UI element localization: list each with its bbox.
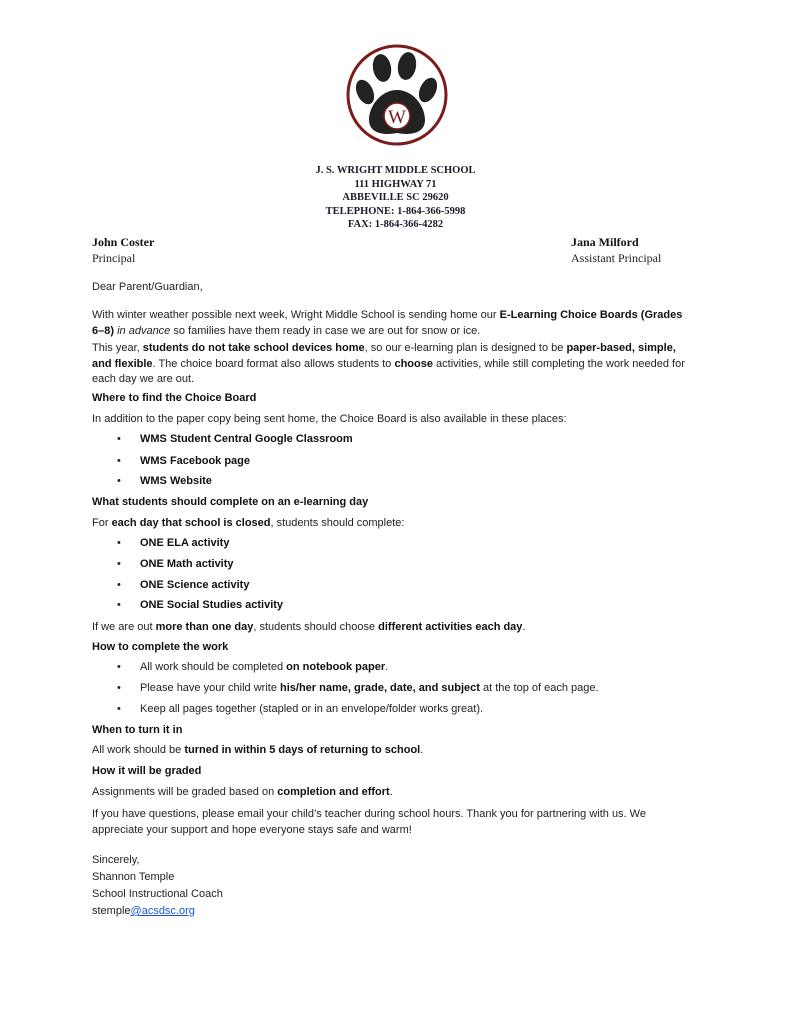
turn-in-paragraph [92, 743, 697, 759]
bold-text: more than one day [155, 621, 254, 633]
bold-text: his/her name, grade, date, and subject [280, 682, 480, 694]
principal-title: Principal [92, 251, 136, 265]
text-run: This year, [92, 342, 143, 354]
bold-text: different activities each day [378, 621, 523, 633]
text-run: . The choice board format also allows students to [152, 357, 395, 370]
principal-name: John Coster [92, 235, 155, 249]
text-run: . [522, 621, 526, 633]
availability-paragraph [92, 412, 697, 428]
text-run: , students should complete: [270, 517, 405, 529]
closing: Sincerely, [92, 854, 140, 866]
assistant-principal-name: Jana Milford [571, 235, 639, 249]
bullet-icon: • [117, 703, 121, 715]
assistant-principal-block [571, 234, 661, 266]
bold-text: E-Learning Choice Boards (Grades 6–8) [92, 309, 683, 337]
bullet-icon: • [117, 433, 121, 445]
text-run: , students should choose [253, 621, 379, 633]
logo-letter: W [388, 107, 406, 128]
email-user: stemple [92, 905, 131, 917]
text-run: Assignments will be graded based on [92, 786, 278, 798]
text-run: Keep all pages together (stapled or in an envelope/folder works great). [140, 703, 484, 715]
text-run: In addition to the paper copy being sent home, the Choice Board is also available in these places: [92, 413, 567, 425]
list-item [117, 703, 483, 715]
signature-block [92, 852, 697, 920]
school-address-block [0, 164, 791, 232]
text-run: All work should be [92, 744, 185, 756]
list-item [117, 433, 353, 445]
heading-when-to-turn-in: When to turn it in [92, 724, 183, 736]
multiple-days-paragraph [92, 620, 697, 636]
bullet-icon: • [117, 579, 121, 591]
bullet-icon: • [117, 475, 121, 487]
bold-text: turned in within 5 days of returning to school [184, 744, 421, 756]
text-run: at the top of each page. [479, 682, 599, 694]
bold-text: each day that school is closed [111, 517, 271, 529]
bold-text: completion and effort [277, 786, 390, 798]
text-run: so families have them ready in case we are out for snow or ice. [170, 324, 481, 337]
devices-paragraph [92, 341, 697, 388]
list-item [117, 455, 250, 467]
bold-text: WMS Student Central Google Classroom [140, 433, 353, 445]
signer-title: School Instructional Coach [92, 888, 223, 900]
city-state-zip: ABBEVILLE SC 29620 [342, 192, 449, 204]
list-item [117, 475, 212, 487]
heading-grading: How it will be graded [92, 765, 202, 777]
text-run: activities, while still completing the work needed for each day we are out. [92, 357, 685, 385]
closing-paragraph [92, 807, 697, 838]
bullet-icon: • [117, 682, 121, 694]
fax: FAX: 1-864-366-4282 [347, 219, 444, 231]
list-item [117, 537, 229, 549]
list-item [117, 579, 249, 591]
school-paw-logo [345, 44, 449, 148]
assistant-principal-title: Assistant Principal [571, 251, 662, 265]
bold-text: ONE ELA activity [140, 537, 230, 549]
intro-paragraph [92, 308, 697, 339]
list-item [117, 682, 599, 694]
italic-text: in advance [117, 324, 171, 337]
text-run: With winter weather possible next week, Wright Middle School is sending home our [92, 309, 500, 321]
text-run: Please have your child write [140, 682, 281, 694]
bold-text: WMS Website [140, 475, 212, 487]
email-link[interactable]: @acsdsc.org [130, 905, 195, 917]
signer-email [92, 903, 697, 920]
principal-block [92, 234, 154, 266]
bold-text: paper-based, simple, and flexible [92, 342, 676, 370]
bullet-icon: • [117, 661, 121, 673]
heading-what-to-complete: What students should complete on an e-learning day [92, 496, 369, 508]
bold-text: ONE Math activity [140, 558, 234, 570]
text-run: . [420, 744, 424, 756]
bullet-icon: • [117, 537, 121, 549]
text-run: . [385, 661, 389, 673]
text-run: For [92, 517, 112, 529]
school-name: J. S. WRIGHT MIDDLE SCHOOL [315, 165, 476, 176]
text-run: If we are out [92, 621, 156, 633]
heading-where-to-find: Where to find the Choice Board [92, 392, 257, 404]
text-run: , so our e-learning plan is designed to be [364, 342, 567, 354]
telephone: TELEPHONE: 1-864-366-5998 [325, 205, 466, 217]
street-address: 111 HIGHWAY 71 [354, 178, 437, 190]
text-run: If you have questions, please email your child’s teacher during school hours. Thank you for partnering with us. We appreciate your support and hope everyone stays safe and warm! [92, 808, 646, 836]
bold-text: students do not take school devices home [142, 342, 365, 354]
list-item [117, 661, 388, 673]
daily-requirement-paragraph [92, 516, 697, 532]
heading-how-to-complete: How to complete the work [92, 641, 229, 653]
list-item [117, 599, 283, 611]
bold-text: ONE Social Studies activity [140, 599, 284, 611]
bullet-icon: • [117, 599, 121, 611]
greeting: Dear Parent/Guardian, [92, 281, 203, 293]
signer-name: Shannon Temple [92, 871, 175, 883]
bullet-icon: • [117, 558, 121, 570]
text-run: All work should be completed [140, 661, 287, 673]
bold-text: choose [394, 357, 433, 370]
grading-paragraph [92, 785, 697, 801]
bold-text: ONE Science activity [140, 579, 250, 591]
bold-text: WMS Facebook page [140, 455, 251, 467]
bullet-icon: • [117, 455, 121, 467]
text-run: . [389, 786, 393, 798]
bold-text: on notebook paper [286, 661, 386, 673]
list-item [117, 558, 234, 570]
